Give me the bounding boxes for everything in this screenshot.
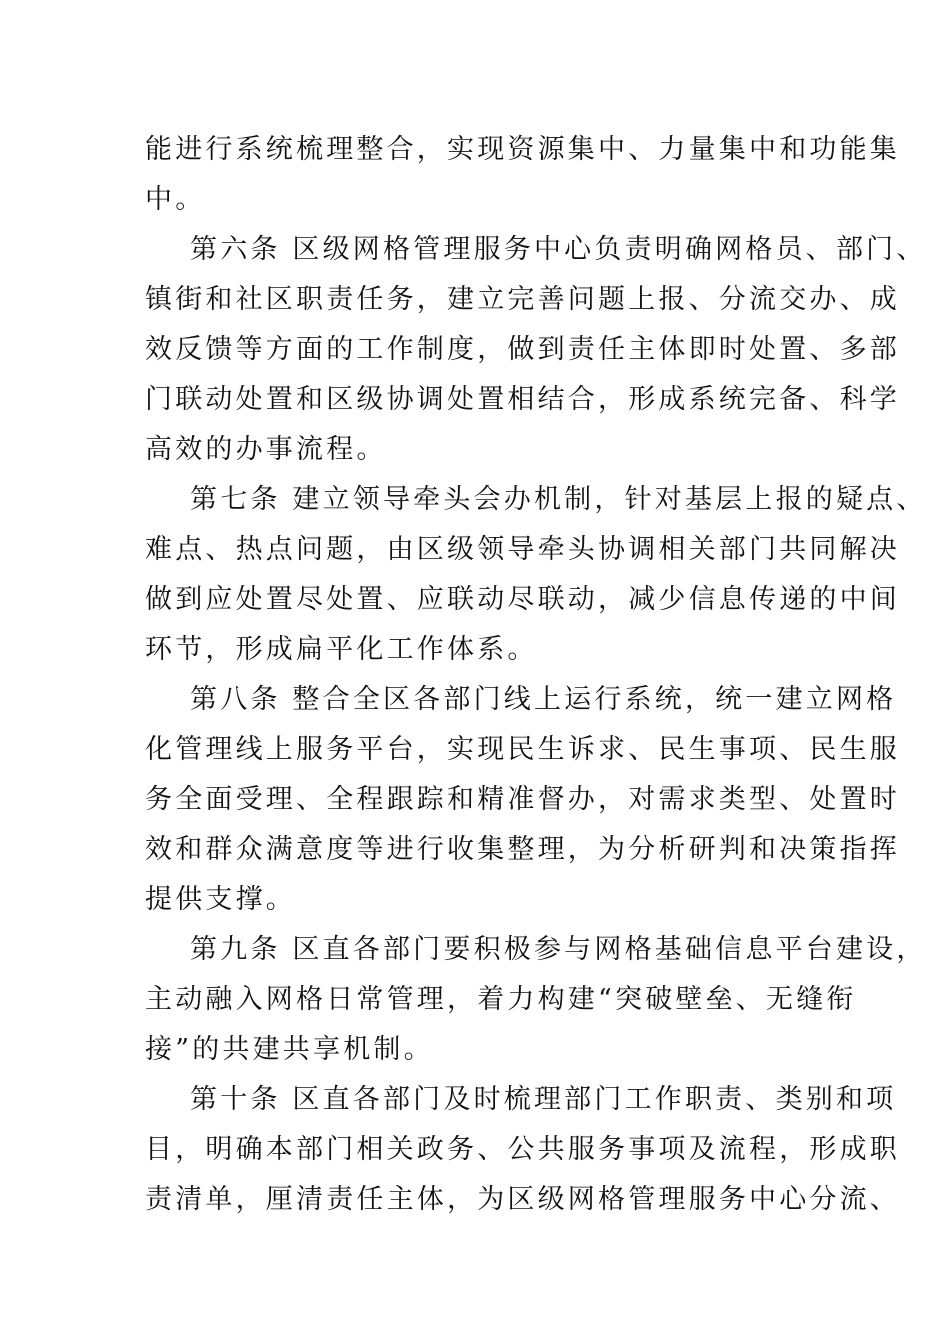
article-9-heading-line: 第九条 区直各部门要积极参与网格基础信息平台建设， [190, 934, 927, 965]
text-line: 中。 [145, 184, 206, 215]
text-line: 效反馈等方面的工作制度，做到责任主体即时处置、多部 [145, 334, 900, 365]
text-line: 能进行系统梳理整合，实现资源集中、力量集中和功能集 [145, 134, 900, 165]
article-10-heading-line: 第十条 区直各部门及时梳理部门工作职责、类别和项 [190, 1084, 897, 1115]
text-line: 目，明确本部门相关政务、公共服务事项及流程，形成职 [145, 1134, 900, 1165]
text-line: 责清单，厘清责任主体，为区级网格管理服务中心分流、 [145, 1184, 900, 1215]
article-6-heading-line: 第六条 区级网格管理服务中心负责明确网格员、部门、 [190, 234, 927, 265]
text-line: 主动融入网格日常管理，着力构建“突破壁垒、无缝衔 [145, 984, 857, 1015]
text-line: 提供支撑。 [145, 884, 296, 915]
text-line: 镇街和社区职责任务，建立完善问题上报、分流交办、成 [145, 284, 900, 315]
text-line: 接”的共建共享机制。 [145, 1034, 434, 1065]
article-7-heading-line: 第七条 建立领导牵头会办机制，针对基层上报的疑点、 [190, 484, 927, 515]
text-line: 化管理线上服务平台，实现民生诉求、民生事项、民生服 [145, 734, 900, 765]
text-line: 门联动处置和区级协调处置相结合，形成系统完备、科学 [145, 384, 900, 415]
text-line: 效和群众满意度等进行收集整理，为分析研判和决策指挥 [145, 834, 900, 865]
text-line: 务全面受理、全程跟踪和精准督办，对需求类型、处置时 [145, 784, 900, 815]
text-line: 难点、热点问题，由区级领导牵头协调相关部门共同解决 [145, 534, 900, 565]
text-line: 环节，形成扁平化工作体系。 [145, 634, 538, 665]
text-line: 高效的办事流程。 [145, 434, 387, 465]
article-8-heading-line: 第八条 整合全区各部门线上运行系统，统一建立网格 [190, 684, 897, 715]
text-line: 做到应处置尽处置、应联动尽联动，减少信息传递的中间 [145, 584, 900, 615]
